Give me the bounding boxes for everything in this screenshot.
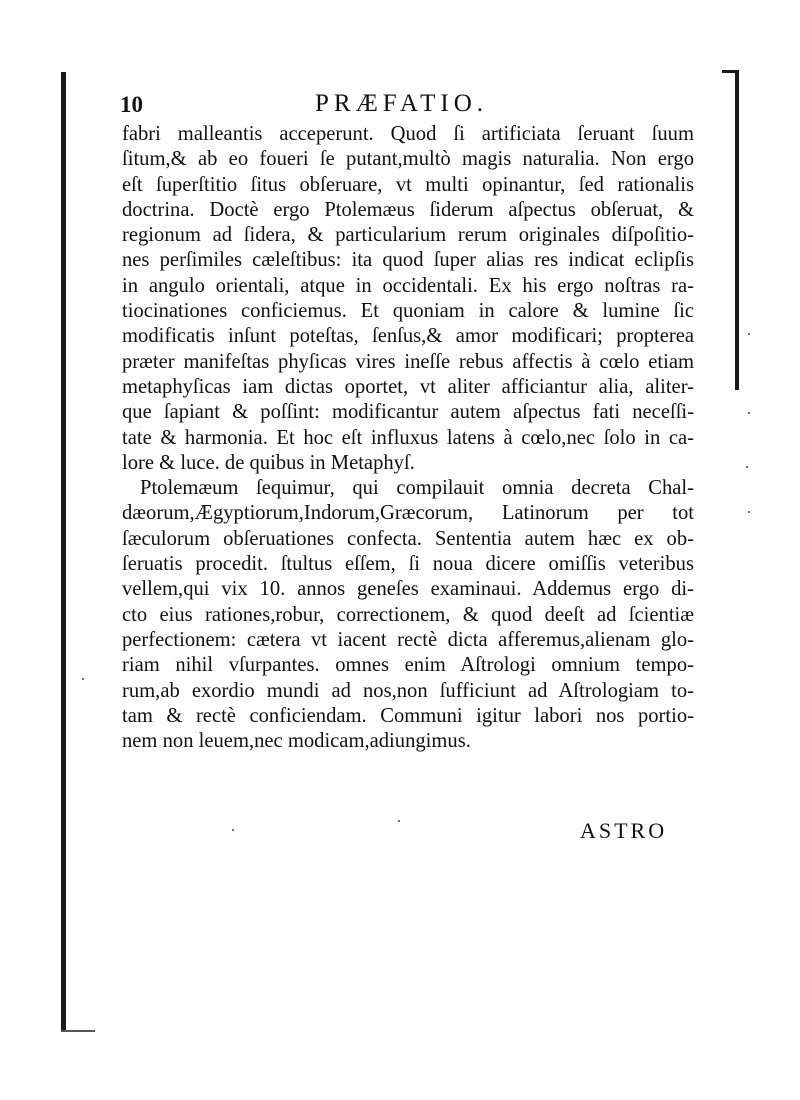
catchword: ASTRO: [580, 818, 668, 843]
text-line: ſeruatis procedit. ſtultus eſſem, ſi noua dicere omiſſis veteribus: [122, 553, 694, 576]
text-line: ſitum,& ab eo foueri ſe putant,multò magis naturalia. Non ergo: [122, 148, 694, 171]
text-line: fabri malleantis acceperunt. Quod ſi artificiata ſeruant ſuum: [122, 123, 694, 145]
running-head: [120, 92, 680, 126]
text-line: nes perſimiles cæleſtibus: ita quod ſuper alias res indicat eclipſis: [122, 249, 694, 272]
text-line: nem non leuem,nec modicam,adiungimus.: [122, 730, 471, 753]
running-title: PRÆFATIO.: [315, 90, 489, 117]
text-line: eſt ſuperſtitio ſitus obſeruare, vt multi opinantur, ſed rationalis: [122, 173, 694, 196]
scan-speck: [232, 829, 234, 831]
page-number: 10: [120, 92, 143, 117]
text-line: rum,ab exordio mundi ad nos,non ſufficiunt ad Aſtrologiam to-: [122, 679, 694, 702]
text-line: perfectionem: cætera vt iacent rectè dicta afferemus,alienam glo-: [122, 628, 694, 651]
paragraph: [122, 476, 694, 754]
scan-speck: [748, 511, 750, 513]
text-line: tate & harmonia. Et hoc eſt influxus latens à cœlo,nec ſolo in ca-: [122, 426, 694, 449]
text-line: tam & rectè conficiendam. Communi igitur labori nos portio-: [122, 704, 694, 727]
text-line: Ptolemæum ſequimur, qui compilauit omnia decreta Chal-: [140, 477, 694, 500]
text-line: riam nihil vſurpantes. omnes enim Aſtrologi omnium tempo-: [122, 654, 694, 677]
text-line: modificatis inſunt poteſtas, ſenſus,& amor modificari; propterea: [122, 325, 694, 348]
text-line: lore & luce. de quibus in Metaphyſ.: [122, 451, 415, 474]
body-text: [122, 122, 694, 754]
text-line: in angulo orientali, atque in occidentali. Ex his ergo noſtras ra-: [122, 274, 694, 297]
text-line: præter manifeſtas phyſicas vires ineſſe rebus affectis à cœlo etiam: [122, 350, 694, 373]
text-line: tiocinationes conficiemus. Et quoniam in calore & lumine ſic: [122, 300, 694, 323]
text-line: regionum ad ſidera, & particularium rerum originales diſpoſitio-: [122, 224, 694, 247]
text-line: dæorum,Ægyptiorum,Indorum,Græcorum, Latinorum per tot: [122, 502, 694, 525]
page-edge-right-hook: [722, 70, 738, 73]
text-line: que ſapiant & poſſint: modificantur autem aſpectus fati neceſſi-: [122, 401, 694, 424]
binding-edge-left: [61, 72, 66, 1032]
text-line: ſæculorum obſeruationes confecta. Sententia autem hæc ex ob-: [122, 527, 694, 550]
scan-speck: [746, 466, 748, 468]
text-line: vellem,qui vix 10. annos geneſes examinaui. Addemus ergo di-: [122, 578, 694, 601]
paragraph: [122, 122, 694, 476]
scan-speck: [398, 820, 400, 822]
page-edge-right: [735, 70, 739, 390]
scan-speck: [82, 678, 84, 680]
binding-edge-foot: [61, 1030, 95, 1032]
text-line: doctrina. Doctè ergo Ptolemæus ſiderum aſpectus obſeruat, &: [122, 198, 694, 221]
text-line: cto eius rationes,robur, correctionem, & quod deeſt ad ſcientiæ: [122, 603, 694, 626]
text-line: metaphyſicas iam dictas oportet, vt aliter afficiantur alia, aliter-: [122, 375, 694, 398]
scan-speck: [748, 333, 750, 335]
scan-speck: [748, 412, 750, 414]
